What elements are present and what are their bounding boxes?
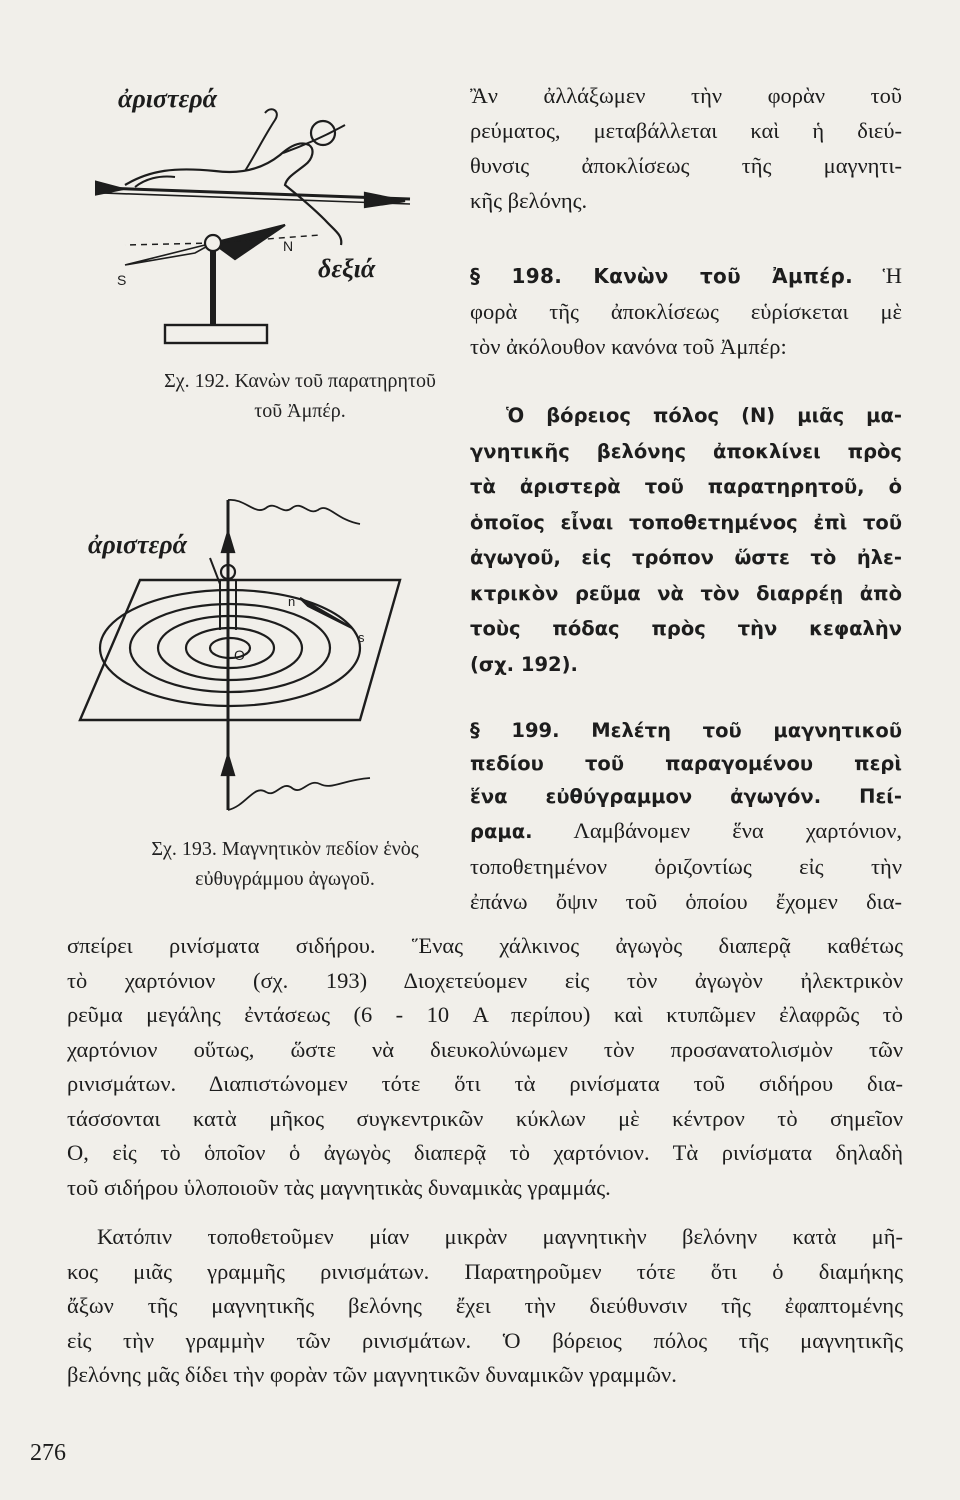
text-line: τὰ ἀριστερὰ τοῦ παρατηρητοῦ, ὁ bbox=[470, 475, 902, 498]
text-line: ρεῦμα μεγάλης ἐντάσεως (6 - 10 A περίπου) καὶ κτυπῶμεν ἐλαφρῶς τὸ bbox=[67, 1002, 903, 1027]
text-line: κῆς βελόνης. bbox=[470, 188, 588, 213]
section-198-text-start: Ἡ bbox=[882, 263, 902, 288]
figure-192-ampere-rule-illustration bbox=[95, 75, 425, 375]
text-line: τὸν ἀκόλουθον κανόνα τοῦ Ἀμπέρ: bbox=[470, 334, 787, 359]
figure-192-caption bbox=[140, 366, 460, 426]
caption-line: τοῦ Ἀμπέρ. bbox=[254, 400, 346, 422]
text-line: σπείρει ρινίσματα σιδήρου. Ἕνας χάλκινος ἀγωγὸς διαπερᾷ καθέτως bbox=[67, 933, 903, 958]
text-line: τοὺς πόδας πρὸς τὴν κεφαλὴν bbox=[470, 617, 902, 640]
conductor-wire bbox=[95, 187, 410, 199]
text-line: O, εἰς τὸ ὁποῖον ὁ ἀγωγὸς διαπερᾷ τὸ χαρτόνιον. Τὰ ρινίσματα δηλαδὴ bbox=[67, 1140, 903, 1165]
text-line: κος μιᾶς γραμμῆς ρινισμάτων. Παρατηροῦμεν τότε ὅτι ὁ διαμήκης bbox=[67, 1258, 903, 1284]
text-line: φορὰ τῆς ἀποκλίσεως εὑρίσκεται μὲ bbox=[470, 299, 902, 324]
section-199-title-line: ἕνα εὐθύγραμμον ἀγωγόν. Πεί- bbox=[470, 785, 902, 808]
paragraph-current-reversal bbox=[470, 78, 902, 218]
text-line: θυνσις ἀποκλίσεως τῆς μαγνητι- bbox=[470, 153, 902, 178]
magnetic-needle-north bbox=[213, 225, 285, 259]
stand-base bbox=[165, 325, 267, 343]
figure-192-left-label: ἀριστερά bbox=[118, 84, 217, 113]
current-arrow-right bbox=[365, 193, 405, 207]
section-199-text-start: Λαμβάνομεν ἕνα χαρτόνιον, bbox=[573, 818, 902, 843]
caption-line: εὐθυγράμμου ἀγωγοῦ. bbox=[195, 868, 375, 890]
needle-pivot bbox=[205, 235, 221, 251]
pole-s-label: s bbox=[358, 630, 365, 645]
figure-193-caption bbox=[110, 834, 460, 894]
section-199-title-line: πεδίου τοῦ παραγομένου περὶ bbox=[470, 752, 902, 775]
text-line bbox=[470, 813, 902, 849]
text-line: ἀγωγοῦ, εἰς τρόπον ὥστε τὸ ἠλε- bbox=[470, 546, 902, 569]
center-label: O bbox=[234, 647, 245, 663]
field-line bbox=[186, 628, 274, 668]
caption-line: Σχ. 193. Μαγνητικὸν πεδίον ἑνὸς bbox=[151, 838, 419, 860]
figure-192-right-label: δεξιά bbox=[318, 254, 376, 283]
magnetic-needle-south bbox=[125, 243, 213, 265]
text-line: ἄξων τῆς μαγνητικῆς βελόνης ἔχει τὴν διεύθυνσιν τῆς ἐφαπτομένης bbox=[67, 1293, 903, 1318]
text-line: τοῦ σιδήρου ὑλοποιοῦν τὰς μαγνητικὰς δυναμικὰς γραμμάς. bbox=[67, 1174, 611, 1200]
field-line bbox=[100, 590, 360, 706]
text-line: Ἂν ἀλλάξωμεν τὴν φορὰν τοῦ bbox=[470, 83, 902, 108]
text-line: γνητικῆς βελόνης ἀποκλίνει πρὸς bbox=[470, 439, 902, 463]
current-arrow-top bbox=[222, 532, 234, 552]
text-line: ρινισμάτων. Διαπιστώνομεν τότε ὅτι τὰ ρινίσματα τοῦ σιδήρου δια- bbox=[67, 1071, 903, 1096]
text-line: τὸ χαρτόνιον (σχ. 193) Διοχετεύομεν εἰς τὸν ἀγωγὸν ἠλεκτρικὸν bbox=[67, 967, 903, 993]
text-line: κτρικὸν ρεῦμα νὰ τὸν διαρρέῃ ἀπὸ bbox=[470, 581, 902, 605]
section-199 bbox=[470, 714, 902, 919]
text-line: (σχ. 192). bbox=[470, 652, 578, 676]
field-line bbox=[158, 616, 302, 680]
current-arrow-bottom bbox=[222, 755, 234, 775]
paragraph-needle-orientation bbox=[67, 1220, 903, 1393]
caption-line: Σχ. 192. Κανὼν τοῦ παρατηρητοῦ bbox=[164, 370, 436, 392]
text-line: Κατόπιν τοποθετοῦμεν μίαν μικρὰν μαγνητικὴν βελόνην κατὰ μῆ- bbox=[97, 1224, 903, 1249]
page-number: 276 bbox=[30, 1440, 66, 1466]
text-line: βελόνης μᾶς δίδει τὴν φορὰν τῶν μαγνητικῶν δυναμικῶν γραμμῶν. bbox=[67, 1362, 677, 1387]
lead-wire-top bbox=[228, 500, 360, 524]
pole-s-label: S bbox=[117, 272, 127, 288]
pole-n-label: N bbox=[283, 238, 294, 254]
paragraph-experiment-description bbox=[67, 929, 903, 1205]
small-magnetic-needle bbox=[300, 598, 352, 628]
text-line: Ὁ βόρειος πόλος (N) μιᾶς μα- bbox=[506, 404, 902, 427]
text-line bbox=[470, 258, 902, 294]
text-line: τοποθετημένον ὁριζοντίως εἰς τὴν bbox=[470, 854, 902, 879]
lead-wire-bottom bbox=[228, 778, 370, 810]
text-line: ρεύματος, μεταβάλλεται καὶ ἡ διεύ- bbox=[470, 118, 902, 143]
pole-n-label: n bbox=[288, 594, 296, 609]
text-line: τάσσονται κατὰ μῆκος συγκεντρικῶν κύκλων μὲ κέντρον τὸ σημεῖον bbox=[67, 1105, 903, 1131]
section-198 bbox=[470, 258, 902, 364]
field-line bbox=[130, 604, 330, 692]
text-line: ὁποῖος εἶναι τοποθετημένος ἐπὶ τοῦ bbox=[470, 510, 902, 534]
ampere-rule-statement bbox=[470, 398, 902, 682]
text-line: εἰς τὴν γραμμὴν τῶν ρινισμάτων. Ὁ βόρειος πόλος τῆς μαγνητικῆς bbox=[67, 1327, 903, 1353]
section-199-title-line: § 199. Μελέτη τοῦ μαγνητικοῦ bbox=[470, 719, 902, 742]
section-198-title: § 198. Κανὼν τοῦ Ἀμπέρ. bbox=[470, 264, 854, 288]
text-line: ἐπάνω ὄψιν τοῦ ὁποίου ἔχομεν δια- bbox=[470, 889, 902, 914]
section-199-title-end: ραμα. bbox=[470, 820, 533, 843]
figure-193-left-label: ἀριστερά bbox=[88, 530, 187, 559]
text-line: χαρτόνιον οὕτως, ὥστε νὰ διευκολύνωμεν τὸν προσανατολισμὸν τῶν bbox=[67, 1036, 903, 1062]
